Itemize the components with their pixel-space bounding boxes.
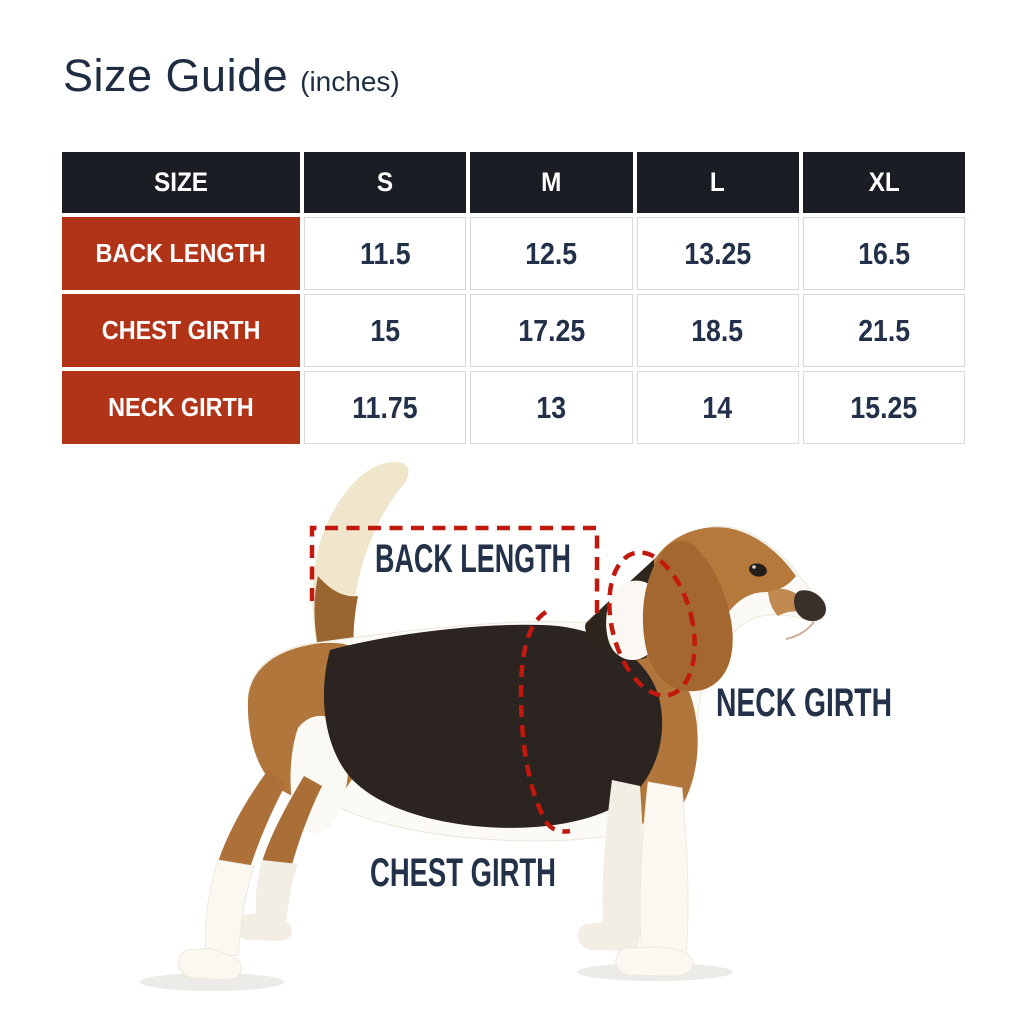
dog-mouth-line — [786, 622, 814, 639]
cell-chest-girth-xl: 21.5 — [803, 294, 965, 367]
column-header-s: S — [304, 152, 466, 213]
cell-back-length-l: 13.25 — [637, 217, 799, 290]
dog-eye-highlight — [752, 565, 756, 569]
column-header-xl: XL — [803, 152, 965, 213]
cell-neck-girth-l: 14 — [637, 371, 799, 444]
neck-girth-label: NECK GIRTH — [716, 681, 892, 725]
dog-front-paw-near — [616, 947, 693, 976]
page-title-row — [63, 50, 400, 102]
cell-back-length-m: 12.5 — [470, 217, 632, 290]
row-label-back-length: BACK LENGTH — [62, 217, 300, 290]
cell-neck-girth-m: 13 — [470, 371, 632, 444]
beagle-illustration — [0, 450, 1024, 1024]
size-chart-table — [62, 152, 965, 444]
cell-chest-girth-m: 17.25 — [470, 294, 632, 367]
back-length-label: BACK LENGTH — [375, 537, 571, 581]
chest-girth-label: CHEST GIRTH — [370, 851, 556, 895]
page-title-unit: (inches) — [300, 66, 400, 97]
dog-rear-leg-near — [205, 860, 254, 956]
dog-front-leg-near — [640, 782, 688, 956]
cell-chest-girth-s: 15 — [304, 294, 466, 367]
row-label-neck-girth: NECK GIRTH — [62, 371, 300, 444]
cell-back-length-s: 11.5 — [304, 217, 466, 290]
column-header-size: SIZE — [62, 152, 300, 213]
cell-chest-girth-l: 18.5 — [637, 294, 799, 367]
cell-back-length-xl: 16.5 — [803, 217, 965, 290]
column-header-m: M — [470, 152, 632, 213]
cell-neck-girth-xl: 15.25 — [803, 371, 965, 444]
row-label-chest-girth: CHEST GIRTH — [62, 294, 300, 367]
cell-neck-girth-s: 11.75 — [304, 371, 466, 444]
page-title: Size Guide — [63, 50, 289, 101]
column-header-l: L — [637, 152, 799, 213]
dog-measurement-diagram — [0, 450, 1024, 1024]
